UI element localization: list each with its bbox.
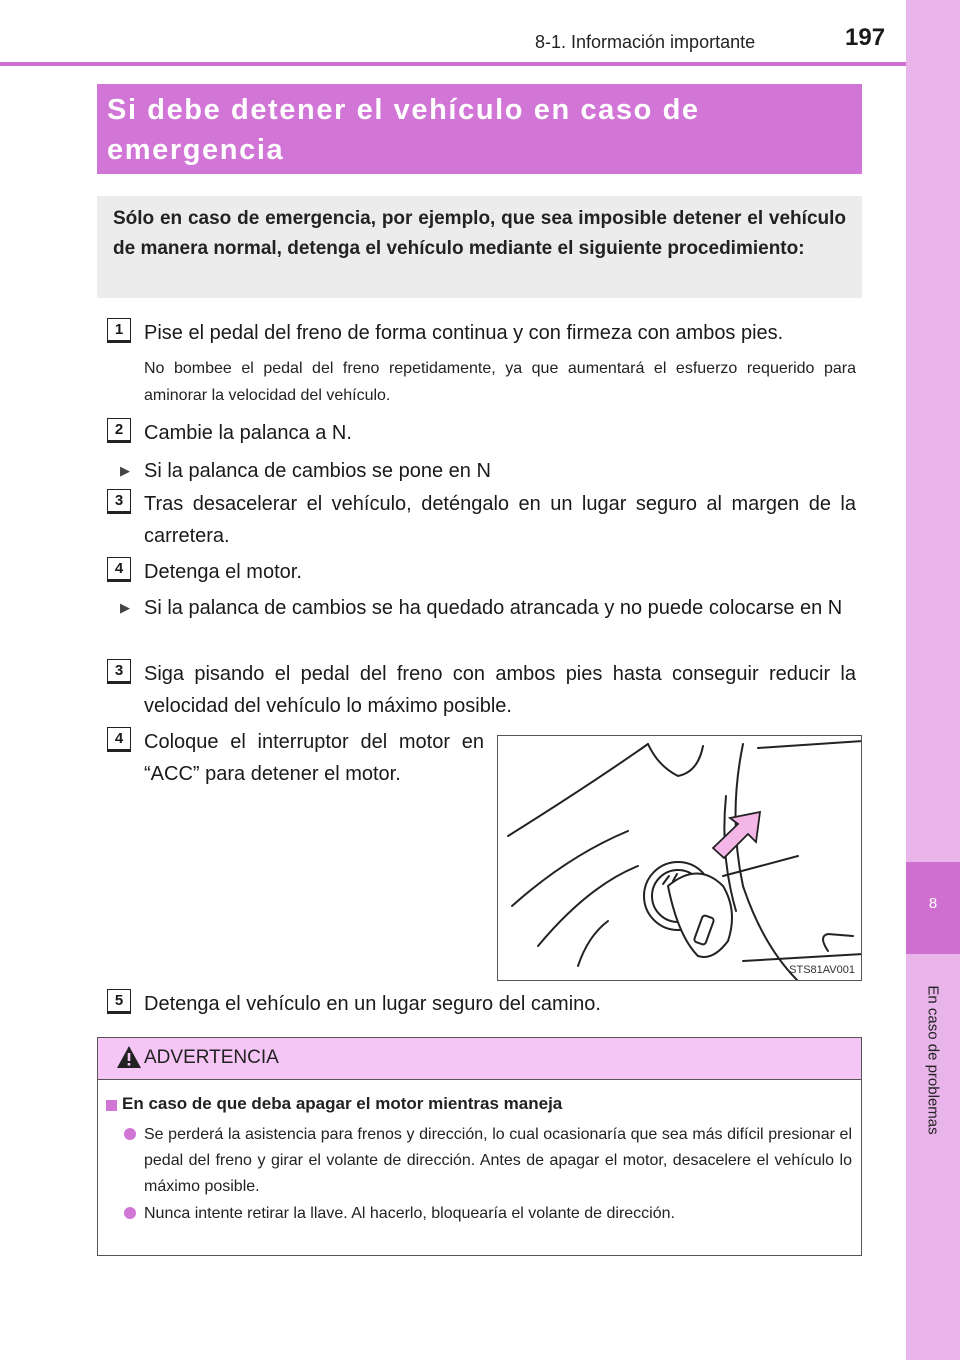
step-badge: 3 [107,489,131,513]
square-bullet-icon [106,1100,117,1111]
condition-text: Si la palanca de cambios se ha quedado atrancada y no puede colocarse en N [144,597,843,619]
warning-box [97,1037,862,1256]
section-title: Si debe detener el vehículo en caso de emergencia [107,94,700,166]
step-text: Cambie la palanca a N. [144,422,352,444]
round-bullet-icon [124,1128,136,1140]
figure-code: STS81AV001 [789,964,855,976]
step-badge: 3 [107,659,131,683]
chapter-side-tab [906,0,960,1360]
step-text: Detenga el vehículo en un lugar seguro del camino. [144,993,601,1015]
step-text: Pise el pedal del freno de forma continua y con firmeza con ambos pies. [144,322,784,344]
warning-item: Nunca intente retirar la llave. Al hacerlo, bloquearía el volante de dirección. [144,1205,675,1222]
intro-text: Sólo en caso de emergencia, por ejemplo, que sea imposible detener el vehículo de manera normal, detenga el vehículo mediante el siguiente procedimiento: [113,208,846,259]
chapter-number: 8 [928,895,938,912]
warning-header [98,1038,861,1080]
page-number: 197 [845,24,886,51]
header-section-title: 8-1. Información importante [535,32,756,52]
chapter-title-vertical [920,965,946,1155]
step-note: No bombee el pedal del freno repetidamente, ya que aumentará el esfuerzo requerido para aminorar la velocidad del vehículo. [144,360,856,404]
arrow-bullet-icon: ▶ [120,600,130,615]
arrow-bullet-icon: ▶ [120,463,130,478]
step-badge: 5 [107,989,131,1013]
intro-box [97,196,862,298]
step-text: Detenga el motor. [144,561,302,583]
warning-heading: ADVERTENCIA [144,1047,279,1068]
section-title-box [97,84,862,174]
ignition-figure [497,735,862,981]
step-text: Siga pisando el pedal del freno con ambos pies hasta conseguir reducir la velocidad del vehículo lo máximo posible. [144,663,856,717]
step-badge: 4 [107,727,131,751]
step-badge: 2 [107,418,131,442]
round-bullet-icon [124,1207,136,1219]
ignition-key-illustration [498,736,862,981]
step-text: Coloque el interruptor del motor en “ACC” para detener el motor. [144,731,484,785]
header-rule [0,62,906,66]
step-badge: 4 [107,557,131,581]
step-badge: 1 [107,318,131,342]
condition-text: Si la palanca de cambios se pone en N [144,460,491,482]
chapter-title: En caso de problemas [924,985,942,1135]
warning-subtitle: En caso de que deba apagar el motor mientras maneja [122,1094,563,1113]
warning-item: Se perderá la asistencia para frenos y dirección, lo cual ocasionaría que sea más difícil presionar el pedal del freno y girar el volante de dirección. Antes de apagar el motor, desacelere el vehículo lo máximo posible. [144,1126,852,1195]
step-text: Tras desacelerar el vehículo, deténgalo en un lugar seguro al margen de la carretera. [144,493,856,547]
warning-triangle-icon [116,1045,142,1069]
